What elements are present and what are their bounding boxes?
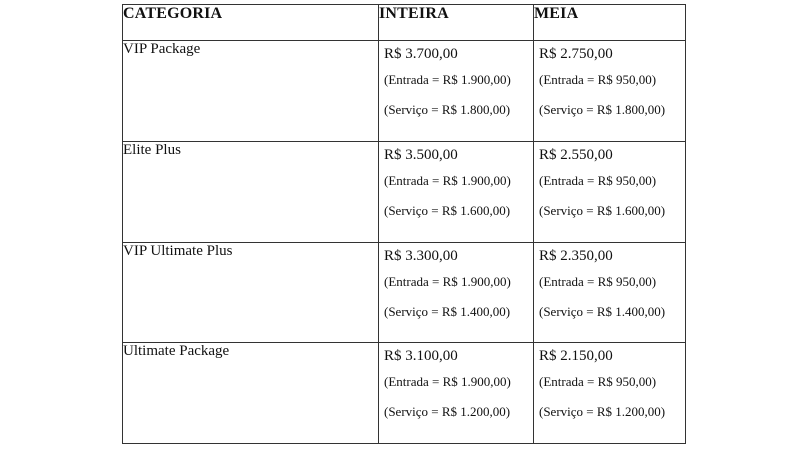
meia-entrada: (Entrada = R$ 950,00) xyxy=(539,273,657,289)
meia-entrada: (Entrada = R$ 950,00) xyxy=(539,72,657,87)
meia-total: R$ 2.750,00 xyxy=(539,46,613,62)
category-cell: Elite Plus xyxy=(123,141,379,242)
meia-servico: (Serviço = R$ 1.800,00) xyxy=(539,102,666,117)
inteira-entrada: (Entrada = R$ 1.900,00) xyxy=(384,172,511,188)
inteira-servico: (Serviço = R$ 1.800,00) xyxy=(384,102,511,117)
inteira-servico: (Serviço = R$ 1.600,00) xyxy=(384,202,511,218)
category-cell: VIP Ultimate Plus xyxy=(123,242,379,343)
table-row xyxy=(123,141,686,242)
inteira-total: R$ 3.100,00 xyxy=(384,348,458,365)
inteira-total: R$ 3.300,00 xyxy=(384,247,458,264)
inteira-entrada: (Entrada = R$ 1.900,00) xyxy=(384,273,511,289)
header-categoria: CATEGORIA xyxy=(123,5,379,41)
meia-total: R$ 2.150,00 xyxy=(539,348,613,365)
meia-cell xyxy=(534,242,686,343)
price-table xyxy=(122,4,686,444)
meia-servico: (Serviço = R$ 1.600,00) xyxy=(539,202,666,218)
inteira-cell xyxy=(379,242,534,343)
meia-servico: (Serviço = R$ 1.400,00) xyxy=(539,303,666,319)
inteira-total: R$ 3.500,00 xyxy=(384,146,458,163)
meia-cell xyxy=(534,141,686,242)
table-row xyxy=(123,41,686,142)
meia-entrada: (Entrada = R$ 950,00) xyxy=(539,172,657,188)
category-cell: VIP Package xyxy=(123,41,379,142)
inteira-cell xyxy=(379,41,534,142)
header-meia: MEIA xyxy=(534,5,686,41)
meia-total: R$ 2.550,00 xyxy=(539,146,613,163)
inteira-entrada: (Entrada = R$ 1.900,00) xyxy=(384,72,511,87)
inteira-cell xyxy=(379,141,534,242)
table-row xyxy=(123,343,686,444)
inteira-cell xyxy=(379,343,534,444)
meia-total: R$ 2.350,00 xyxy=(539,247,613,264)
meia-servico: (Serviço = R$ 1.200,00) xyxy=(539,404,666,420)
inteira-total: R$ 3.700,00 xyxy=(384,46,458,62)
header-inteira: INTEIRA xyxy=(379,5,534,41)
inteira-servico: (Serviço = R$ 1.200,00) xyxy=(384,404,511,420)
meia-cell xyxy=(534,41,686,142)
header-row xyxy=(123,5,686,41)
meia-entrada: (Entrada = R$ 950,00) xyxy=(539,374,657,390)
table-row xyxy=(123,242,686,343)
inteira-servico: (Serviço = R$ 1.400,00) xyxy=(384,303,511,319)
category-cell: Ultimate Package xyxy=(123,343,379,444)
inteira-entrada: (Entrada = R$ 1.900,00) xyxy=(384,374,511,390)
meia-cell xyxy=(534,343,686,444)
